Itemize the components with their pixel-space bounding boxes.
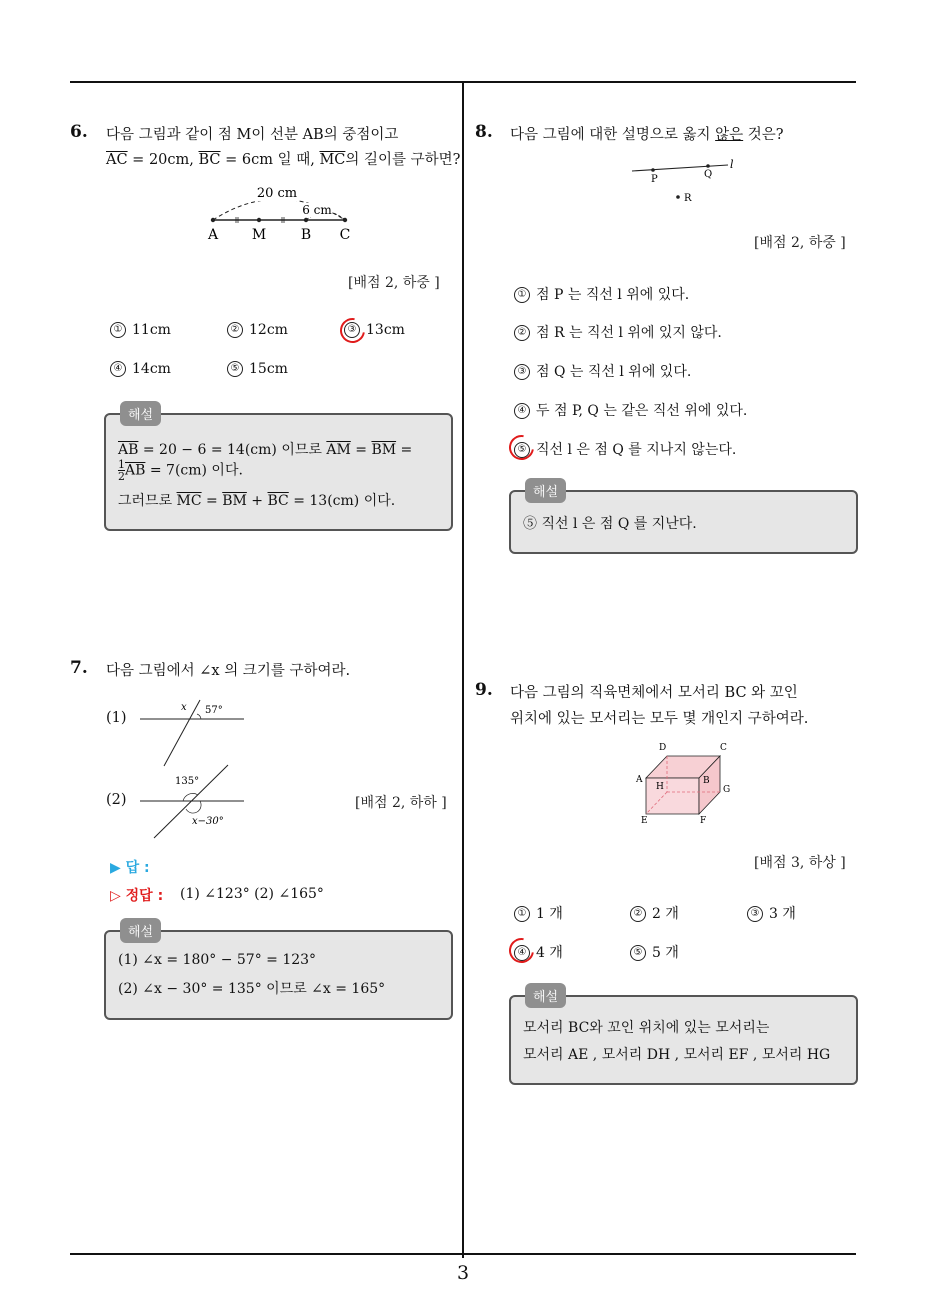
score-info: [배점 2, 하하 ] — [355, 795, 447, 811]
segment-mc: $\overline{MC}$ — [319, 152, 346, 168]
angle-expr-label: x−30° — [192, 816, 224, 827]
question-text: 다음 그림에 대한 설명으로 옳지 않은 것은? — [510, 127, 784, 143]
figure-label-2: (2) — [106, 792, 127, 808]
angle-x-label: x — [181, 702, 187, 713]
vertex-d: D — [659, 743, 667, 753]
explanation-tab: 해설 — [525, 983, 566, 1008]
explanation-line-2: (2) ∠x − 30° = 135° 이므로 ∠x = 165° — [118, 981, 386, 997]
choice-1[interactable]: ① 11cm — [110, 322, 171, 338]
choice-1[interactable]: ① 1 개 — [514, 903, 563, 923]
choice-4[interactable]: ④ 14cm — [110, 361, 171, 377]
score-info: [배점 2, 하중 ] — [348, 275, 440, 291]
explanation-box — [104, 408, 453, 531]
label-c: C — [339, 227, 351, 243]
angle-figure-1 — [138, 695, 248, 767]
angle-figure-2 — [138, 762, 248, 840]
explanation-line-1: 모서리 BC와 꼬인 위치에 있는 모서리는 — [523, 1020, 770, 1036]
choice-5[interactable]: ⑤ 직선 l 은 점 Q 를 지나지 않는다. — [514, 439, 736, 459]
score-info: [배점 2, 하중 ] — [754, 235, 846, 251]
segment-ac: $\overline{AC}$ — [106, 152, 128, 168]
score-info: [배점 3, 하상 ] — [754, 855, 846, 871]
choice-5[interactable]: ⑤ 5 개 — [630, 942, 679, 962]
label-a: A — [207, 227, 219, 243]
segment-bc: $\overline{BC}$ — [198, 152, 221, 168]
distance-bc-label: 6 cm — [302, 203, 332, 217]
vertex-a: A — [636, 775, 643, 785]
fraction: $\frac{1}{2}$ — [118, 458, 125, 483]
point-q — [706, 164, 710, 168]
question-text: 다음 그림의 직육면체에서 모서리 BC 와 꼬인 — [510, 685, 798, 701]
choice-4[interactable]: ④ 두 점 P, Q 는 같은 직선 위에 있다. — [514, 400, 747, 420]
choice-2[interactable]: ② 12cm — [227, 322, 288, 338]
choice-1[interactable]: ① 점 P 는 직선 l 위에 있다. — [514, 284, 689, 304]
question-number: 8. — [475, 122, 493, 142]
answer-mark — [504, 430, 539, 465]
label-q: Q — [704, 169, 713, 180]
explanation-tab: 해설 — [120, 918, 161, 943]
vertex-e: E — [641, 816, 648, 826]
point-r — [676, 195, 680, 199]
explanation-line-3: 그러므로 $\overline{MC} = \overline{BM} + \overline{BC} = 13(cm)$ 이다. — [118, 493, 396, 509]
choice-4[interactable]: ④ 4 개 — [514, 942, 563, 962]
vertex-h: H — [656, 782, 664, 792]
angle-arc — [186, 801, 201, 813]
answer-mark — [504, 933, 539, 968]
distance-ac-label: 20 cm — [256, 186, 298, 201]
explanation-box — [104, 925, 453, 1020]
angle-135-label: 135° — [175, 776, 200, 787]
answer-label: ▶ 답 : — [110, 860, 150, 876]
question-text: 다음 그림에서 ∠x 의 크기를 구하여라. — [106, 663, 351, 679]
line-l — [632, 165, 728, 171]
choice-3[interactable]: ③ 점 Q 는 직선 l 위에 있다. — [514, 361, 691, 381]
explanation-line-2: $\frac{1}{2}$ $\overline{AB} = 7(cm)$ 이다. — [118, 458, 243, 483]
segment-figure — [200, 182, 370, 244]
bottom-rule — [70, 1253, 856, 1255]
question-text-line2: 위치에 있는 모서리는 모두 몇 개인지 구하여라. — [510, 711, 809, 727]
explanation-tab: 해설 — [120, 401, 161, 426]
vertex-b: B — [703, 776, 710, 786]
explanation-box — [509, 990, 858, 1085]
question-number: 7. — [70, 658, 88, 678]
column-divider — [462, 82, 464, 1258]
choice-3[interactable]: ③ 3 개 — [747, 903, 796, 923]
label-r: R — [684, 193, 692, 204]
explanation-tab: 해설 — [525, 478, 566, 503]
explanation-line-2: 모서리 AE , 모서리 DH , 모서리 EF , 모서리 HG — [523, 1047, 831, 1063]
vertex-c: C — [720, 743, 727, 753]
point-b — [304, 218, 308, 222]
label-p: P — [651, 174, 658, 185]
choice-5[interactable]: ⑤ 15cm — [227, 361, 288, 377]
point-a — [211, 218, 215, 222]
label-m: M — [251, 227, 267, 243]
question-number: 6. — [70, 122, 88, 142]
label-l: l — [730, 158, 734, 171]
choice-3[interactable]: ③ 13cm — [344, 322, 405, 338]
point-m — [257, 218, 261, 222]
explanation-line-1: (1) ∠x = 180° − 57° = 123° — [118, 952, 317, 968]
choice-2[interactable]: ② 2 개 — [630, 903, 679, 923]
point-p — [651, 168, 655, 172]
point-c — [343, 218, 347, 222]
explanation-line-1: $\overline{AB} = 20 - 6 = 14(cm)$ 이므로 $\overline{AM} = \overline{BM}$ = — [118, 442, 413, 458]
front-face — [646, 778, 699, 814]
label-b: B — [300, 227, 312, 243]
explanation-line-1: ⑤ 직선 l 은 점 Q 를 지난다. — [523, 516, 697, 532]
figure-label-1: (1) — [106, 710, 127, 726]
angle-arc — [197, 714, 201, 719]
choice-2[interactable]: ② 점 R 는 직선 l 위에 있지 않다. — [514, 322, 722, 342]
answer-mark — [335, 313, 370, 348]
vertex-g: G — [723, 785, 731, 795]
line-figure — [628, 156, 748, 208]
vertex-f: F — [700, 816, 707, 826]
cuboid-figure — [632, 736, 742, 826]
question-number: 9. — [475, 680, 493, 700]
question-text-line2: $\overline{AC} = 20cm$, $\overline{BC} = 6cm$ 일 때, $\overline{MC}$의 길이를 구하면? — [106, 152, 461, 168]
explanation-box — [509, 485, 858, 554]
correct-answer-value: (1) ∠123° (2) ∠165° — [180, 886, 324, 902]
question-text: 다음 그림과 같이 점 M이 선분 AB의 중점이고 — [106, 127, 399, 143]
angle-57-label: 57° — [205, 705, 223, 716]
correct-answer-label: ▷ 정답 : — [110, 888, 164, 904]
page-number: 3 — [456, 1262, 470, 1284]
